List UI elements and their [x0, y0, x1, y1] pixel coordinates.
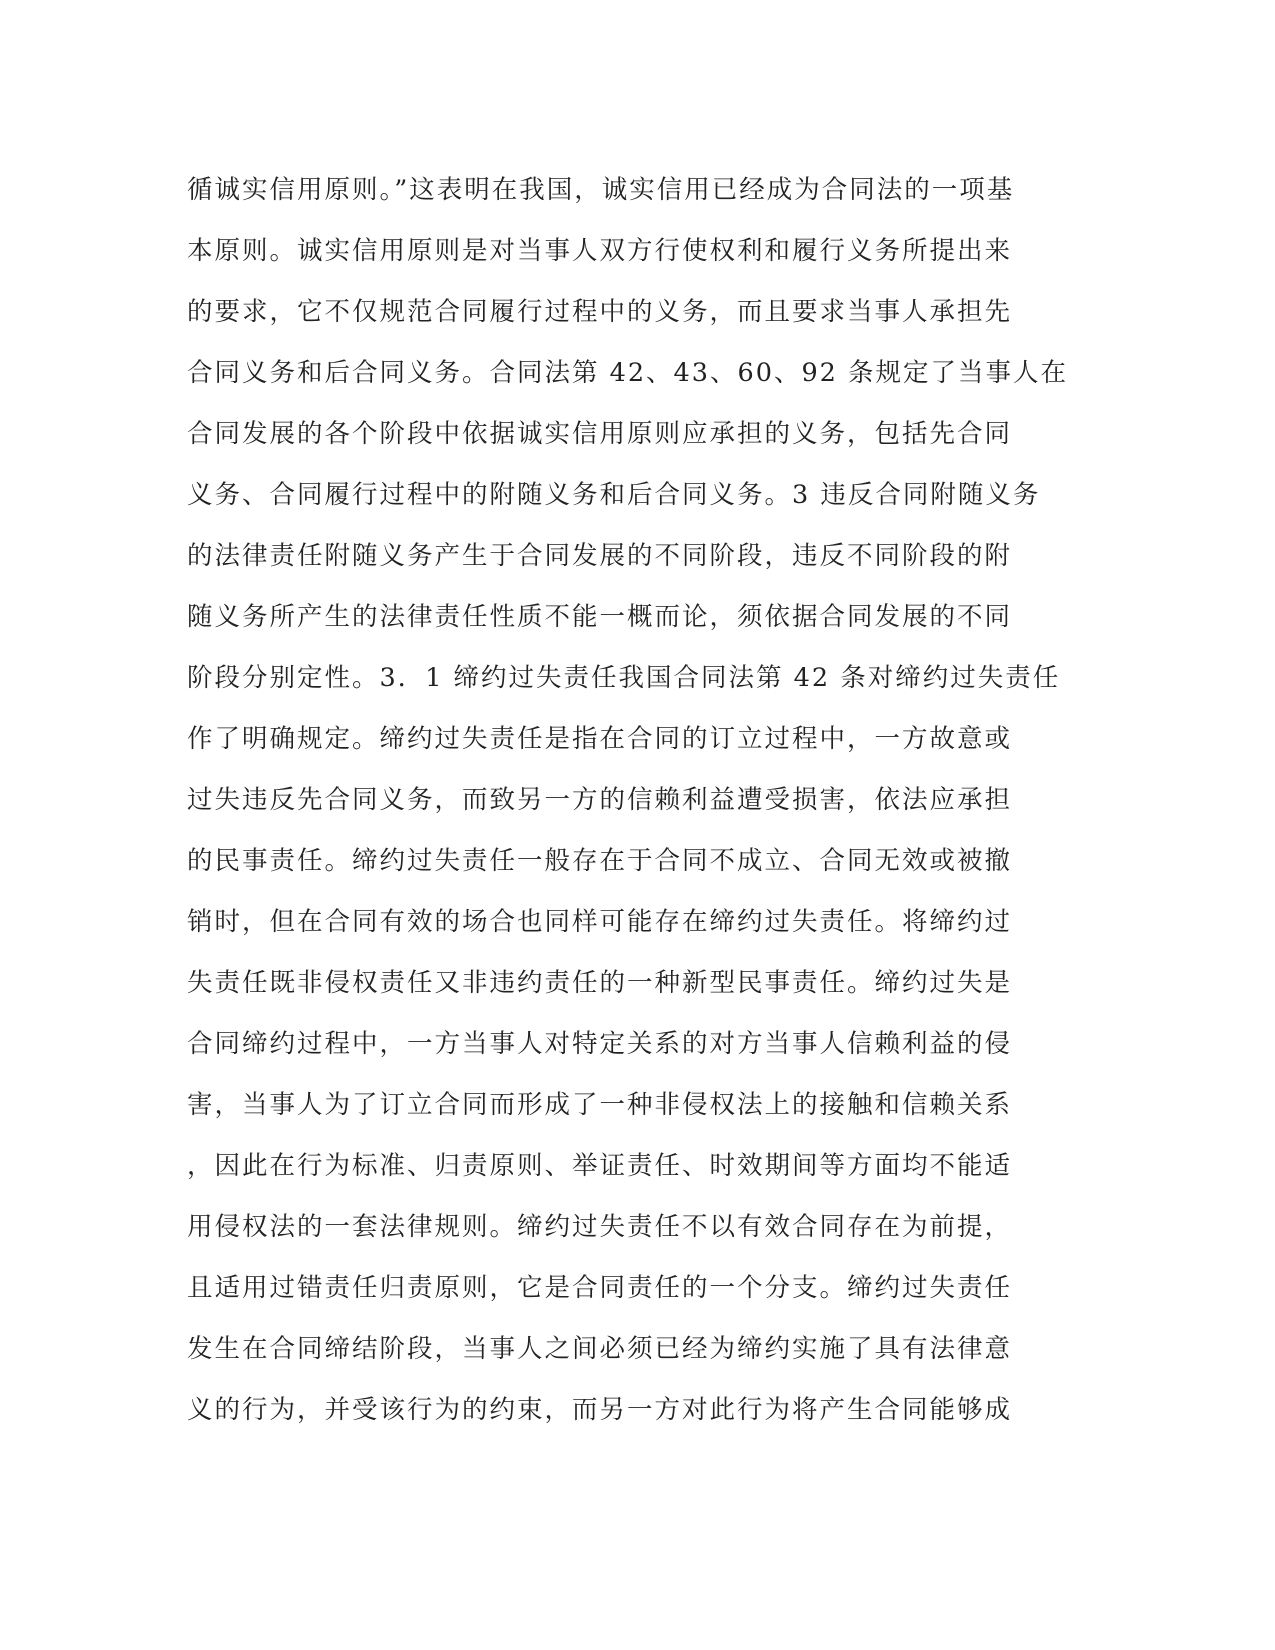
body-text: [187, 160, 1067, 1441]
text-line: 合同缔约过程中，一方当事人对特定关系的对方当事人信赖利益的侵: [187, 1029, 1013, 1059]
text-line: 害，当事人为了订立合同而形成了一种非侵权法上的接触和信赖关系: [187, 1090, 1013, 1120]
text-line: 合同义务和后合同义务。合同法第 42、43、60、92 条规定了当事人在: [187, 358, 1069, 388]
text-line: 的法律责任附随义务产生于合同发展的不同阶段，违反不同阶段的附: [187, 541, 1013, 571]
text-line: ，因此在行为标准、归责原则、举证责任、时效期间等方面均不能适: [187, 1151, 1013, 1181]
text-line: 本原则。诚实信用原则是对当事人双方行使权利和履行义务所提出来: [187, 236, 1013, 266]
text-line: 失责任既非侵权责任又非违约责任的一种新型民事责任。缔约过失是: [187, 968, 1013, 998]
text-line: 的要求，它不仅规范合同履行过程中的义务，而且要求当事人承担先: [187, 297, 1013, 327]
text-line: 用侵权法的一套法律规则。缔约过失责任不以有效合同存在为前提，: [187, 1212, 1013, 1242]
text-line: 阶段分别定性。3．1 缔约过失责任我国合同法第 42 条对缔约过失责任: [187, 663, 1061, 693]
text-line: 过失违反先合同义务，而致另一方的信赖利益遭受损害，依法应承担: [187, 785, 1013, 815]
text-line: 义的行为，并受该行为的约束，而另一方对此行为将产生合同能够成: [187, 1395, 1013, 1425]
text-line: 合同发展的各个阶段中依据诚实信用原则应承担的义务，包括先合同: [187, 419, 1013, 449]
text-line: 义务、合同履行过程中的附随义务和后合同义务。3 违反合同附随义务: [187, 480, 1041, 510]
text-line: 销时，但在合同有效的场合也同样可能存在缔约过失责任。将缔约过: [187, 907, 1013, 937]
text-line: 发生在合同缔结阶段，当事人之间必须已经为缔约实施了具有法律意: [187, 1334, 1013, 1364]
text-line: 循诚实信用原则。”这表明在我国，诚实信用已经成为合同法的一项基: [187, 175, 1015, 205]
text-line: 且适用过错责任归责原则，它是合同责任的一个分支。缔约过失责任: [187, 1273, 1013, 1303]
text-line: 随义务所产生的法律责任性质不能一概而论，须依据合同发展的不同: [187, 602, 1013, 632]
text-line: 作了明确规定。缔约过失责任是指在合同的订立过程中，一方故意或: [187, 724, 1013, 754]
text-line: 的民事责任。缔约过失责任一般存在于合同不成立、合同无效或被撤: [187, 846, 1013, 876]
